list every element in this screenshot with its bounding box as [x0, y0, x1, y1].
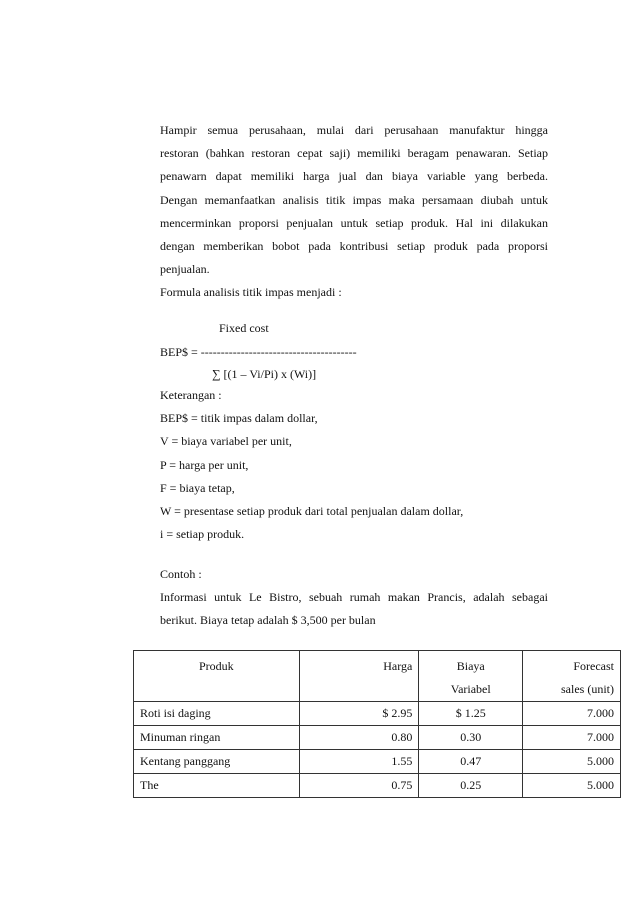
cell-forecast: 5.000: [523, 774, 621, 798]
formula-intro: Formula analisis titik impas menjadi :: [160, 285, 342, 300]
intro-line: dengan memberikan bobot pada kontribusi setiap produk pada proporsi: [160, 238, 548, 253]
table-row: [134, 750, 621, 774]
intro-line: Hampir semua perusahaan, mulai dari perusahaan manufaktur hingga: [160, 123, 548, 137]
intro-line: penawarn dapat memiliki harga jual dan biaya variable yang berbeda.: [160, 169, 548, 184]
legend-block: [160, 384, 548, 546]
legend-title: Keterangan :: [160, 388, 222, 402]
cell-price: 0.80: [299, 726, 419, 750]
legend-item: W = presentase setiap produk dari total penjualan dalam dollar,: [160, 503, 464, 518]
product-table: [133, 650, 621, 798]
cell-product: Roti isi daging: [134, 702, 300, 726]
legend-item: BEP$ = titik impas dalam dollar,: [160, 411, 318, 426]
intro-line: mencerminkan proporsi penjualan untuk setiap produk. Hal ini dilakukan: [160, 215, 548, 230]
cell-variable: 0.47: [419, 750, 523, 774]
formula-denominator: ∑ [(1 – Vi/Pi) x (Wi)]: [212, 367, 317, 381]
table-header-row: [134, 651, 621, 702]
legend-item: i = setiap produk.: [160, 527, 245, 542]
formula-numerator: Fixed cost: [219, 321, 269, 335]
intro-paragraph: [160, 119, 548, 305]
cell-forecast: 7.000: [523, 702, 621, 726]
cell-variable: 0.25: [419, 774, 523, 798]
table-row: [134, 726, 621, 750]
intro-line: restoran (bahkan restoran cepat saji) memiliki beragam penawaran. Setiap: [160, 146, 548, 161]
cell-product: Minuman ringan: [134, 726, 300, 750]
legend-item: P = harga per unit,: [160, 457, 249, 472]
intro-line: penjualan.: [160, 262, 210, 277]
example-title: Contoh :: [160, 567, 202, 581]
cell-price: 1.55: [299, 750, 419, 774]
header-forecast: Forecast sales (unit): [523, 651, 621, 702]
table-row: [134, 702, 621, 726]
cell-product: The: [134, 774, 300, 798]
legend-item: V = biaya variabel per unit,: [160, 434, 292, 449]
cell-price: 0.75: [299, 774, 419, 798]
cell-price: $ 2.95: [299, 702, 419, 726]
intro-line: Dengan memanfaatkan analisis titik impas maka persamaan diubah untuk: [160, 192, 548, 207]
table-row: [134, 774, 621, 798]
header-variable: Biaya Variabel: [419, 651, 523, 702]
cell-product: Kentang panggang: [134, 750, 300, 774]
example-block: [160, 563, 548, 633]
cell-forecast: 5.000: [523, 750, 621, 774]
example-line: berikut. Biaya tetap adalah $ 3,500 per bulan: [160, 613, 376, 628]
example-line: Informasi untuk Le Bistro, sebuah rumah makan Prancis, adalah sebagai: [160, 590, 548, 605]
cell-forecast: 7.000: [523, 726, 621, 750]
cell-variable: 0.30: [419, 726, 523, 750]
header-price: Harga: [299, 651, 419, 702]
legend-item: F = biaya tetap,: [160, 480, 235, 495]
formula-lhs: BEP$ = ---------------------------------------: [160, 345, 357, 359]
header-product: Produk: [134, 651, 300, 702]
cell-variable: $ 1.25: [419, 702, 523, 726]
